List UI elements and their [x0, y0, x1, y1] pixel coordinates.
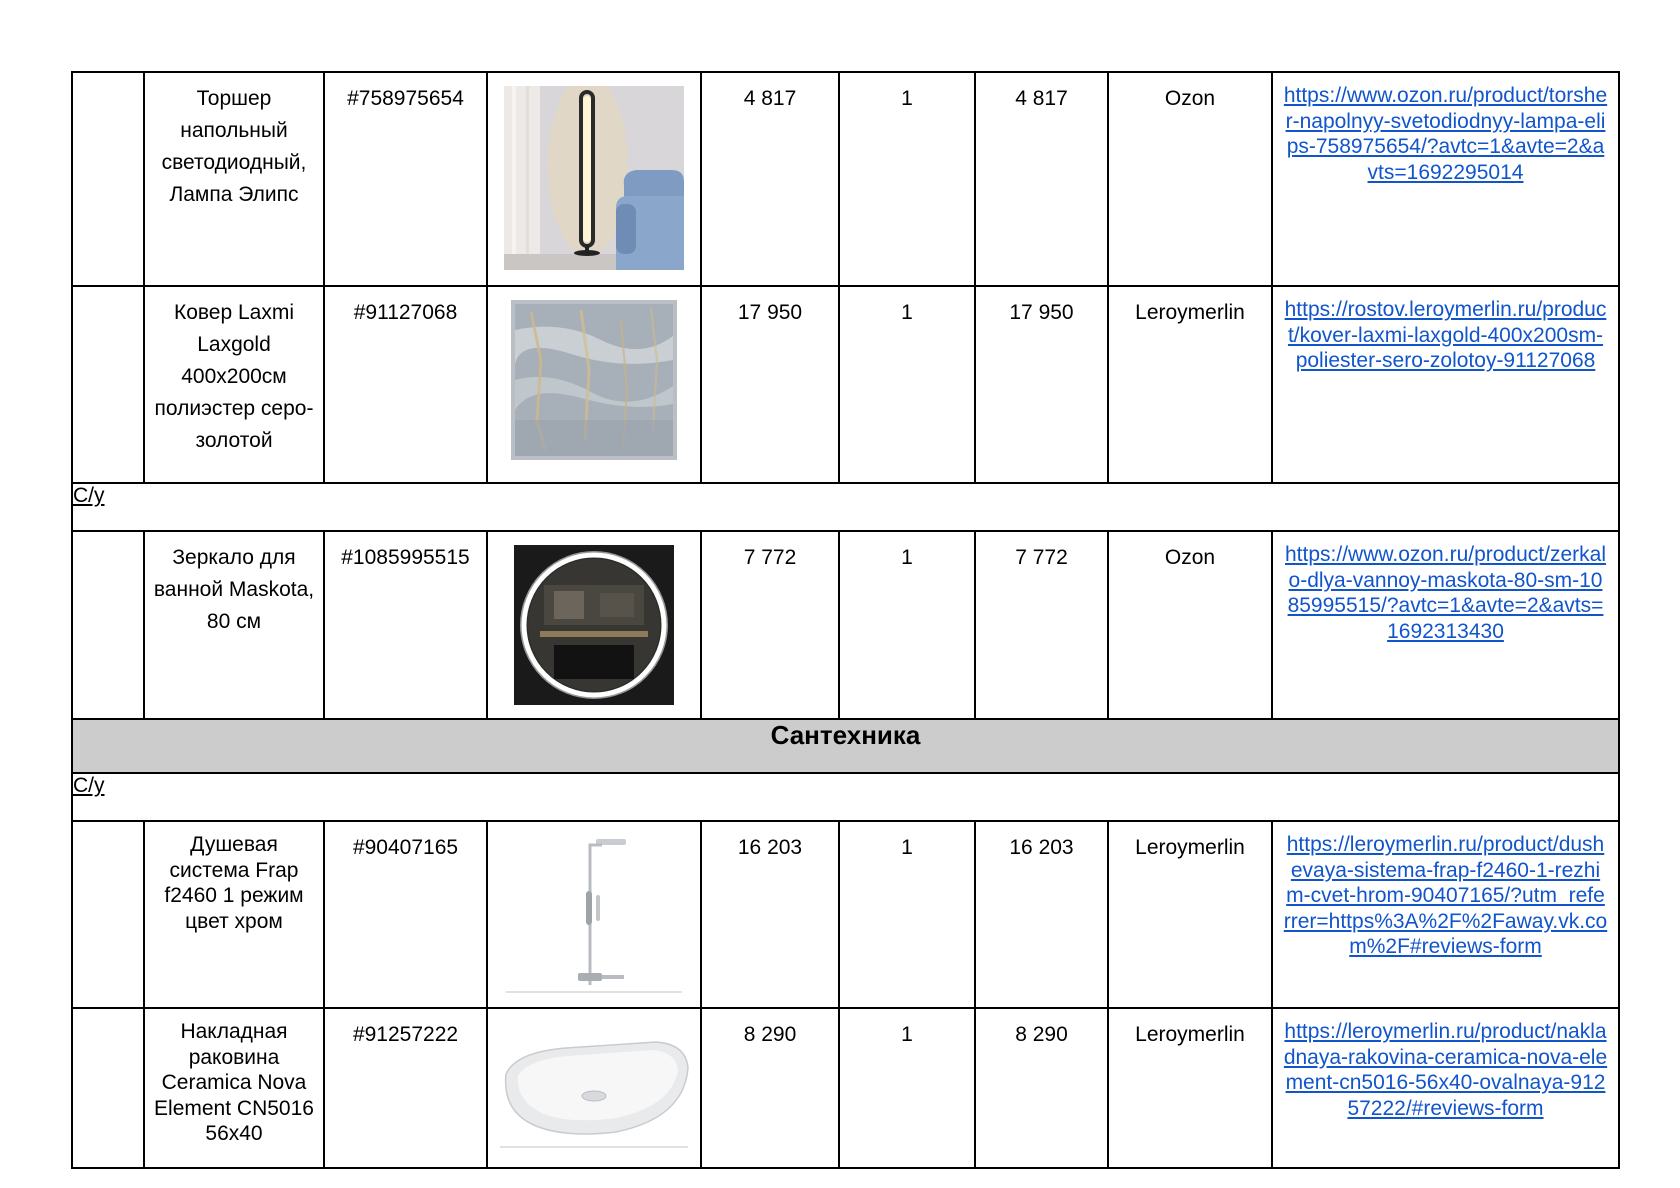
table-row: [72, 1008, 1619, 1168]
product-name: Душевая система Frap f2460 1 режим цвет хром: [144, 821, 324, 1008]
section-label: С/у: [72, 773, 1619, 821]
product-link[interactable]: https://www.ozon.ru/product/torsher-napolnyy-svetodiodnyy-lampa-elips-758975654/?avtc=1&avte=2&avts=1692295014: [1272, 72, 1619, 286]
empty-cell: [72, 286, 144, 483]
product-image-cell: [487, 531, 701, 719]
product-name: Зеркало для ванной Maskota, 80 см: [144, 531, 324, 719]
empty-cell: [72, 72, 144, 286]
product-link[interactable]: https://leroymerlin.ru/product/dushevaya-sistema-frap-f2460-1-rezhim-cvet-hrom-90407165/?utm_referrer=https%3A%2F%2Faway.vk.com%2F#reviews-form: [1272, 821, 1619, 1008]
product-name: Торшер напольный светодиодный, Лампа Элипс: [144, 72, 324, 286]
group-header-row: [72, 719, 1619, 773]
store-name: Leroymerlin: [1108, 1008, 1272, 1168]
total-price: 4 817: [975, 72, 1108, 286]
empty-cell: [72, 821, 144, 1008]
quantity: 1: [839, 821, 975, 1008]
group-title: Сантехника: [72, 719, 1619, 773]
table-row: [72, 821, 1619, 1008]
product-table: [71, 71, 1620, 1169]
unit-price: 7 772: [701, 531, 839, 719]
section-row: [72, 483, 1619, 531]
product-link[interactable]: https://rostov.leroymerlin.ru/product/kover-laxmi-laxgold-400x200sm-poliester-sero-zolotoy-91127068: [1272, 286, 1619, 483]
quantity: 1: [839, 531, 975, 719]
article-number: #90407165: [324, 821, 487, 1008]
section-label: С/у: [72, 483, 1619, 531]
section-row: [72, 773, 1619, 821]
empty-cell: [72, 1008, 144, 1168]
carpet-image: [511, 300, 677, 460]
round-mirror-image: [514, 545, 674, 705]
shower-system-image: [504, 835, 684, 995]
product-image-cell: [487, 821, 701, 1008]
product-image-cell: [487, 72, 701, 286]
quantity: 1: [839, 72, 975, 286]
unit-price: 16 203: [701, 821, 839, 1008]
unit-price: 8 290: [701, 1008, 839, 1168]
total-price: 7 772: [975, 531, 1108, 719]
total-price: 17 950: [975, 286, 1108, 483]
quantity: 1: [839, 1008, 975, 1168]
table-row: [72, 72, 1619, 286]
product-name: Накладная раковина Ceramica Nova Element CN5016 56x40: [144, 1008, 324, 1168]
table-row: [72, 531, 1619, 719]
table-row: [72, 286, 1619, 483]
product-link[interactable]: https://www.ozon.ru/product/zerkalo-dlya-vannoy-maskota-80-sm-1085995515/?avtc=1&avte=2&avts=1692313430: [1272, 531, 1619, 719]
article-number: #91127068: [324, 286, 487, 483]
total-price: 8 290: [975, 1008, 1108, 1168]
product-image-cell: [487, 1008, 701, 1168]
store-name: Leroymerlin: [1108, 821, 1272, 1008]
empty-cell: [72, 531, 144, 719]
store-name: Leroymerlin: [1108, 286, 1272, 483]
store-name: Ozon: [1108, 72, 1272, 286]
total-price: 16 203: [975, 821, 1108, 1008]
product-image-cell: [487, 286, 701, 483]
floor-lamp-image: [504, 86, 684, 270]
unit-price: 17 950: [701, 286, 839, 483]
product-name: Ковер Laxmi Laxgold 400x200см полиэстер серо-золотой: [144, 286, 324, 483]
washbasin-image: [496, 1022, 692, 1152]
article-number: #91257222: [324, 1008, 487, 1168]
unit-price: 4 817: [701, 72, 839, 286]
article-number: #758975654: [324, 72, 487, 286]
quantity: 1: [839, 286, 975, 483]
store-name: Ozon: [1108, 531, 1272, 719]
product-link[interactable]: https://leroymerlin.ru/product/nakladnaya-rakovina-ceramica-nova-element-cn5016-56x40-ovalnaya-91257222/#reviews-form: [1272, 1008, 1619, 1168]
article-number: #1085995515: [324, 531, 487, 719]
